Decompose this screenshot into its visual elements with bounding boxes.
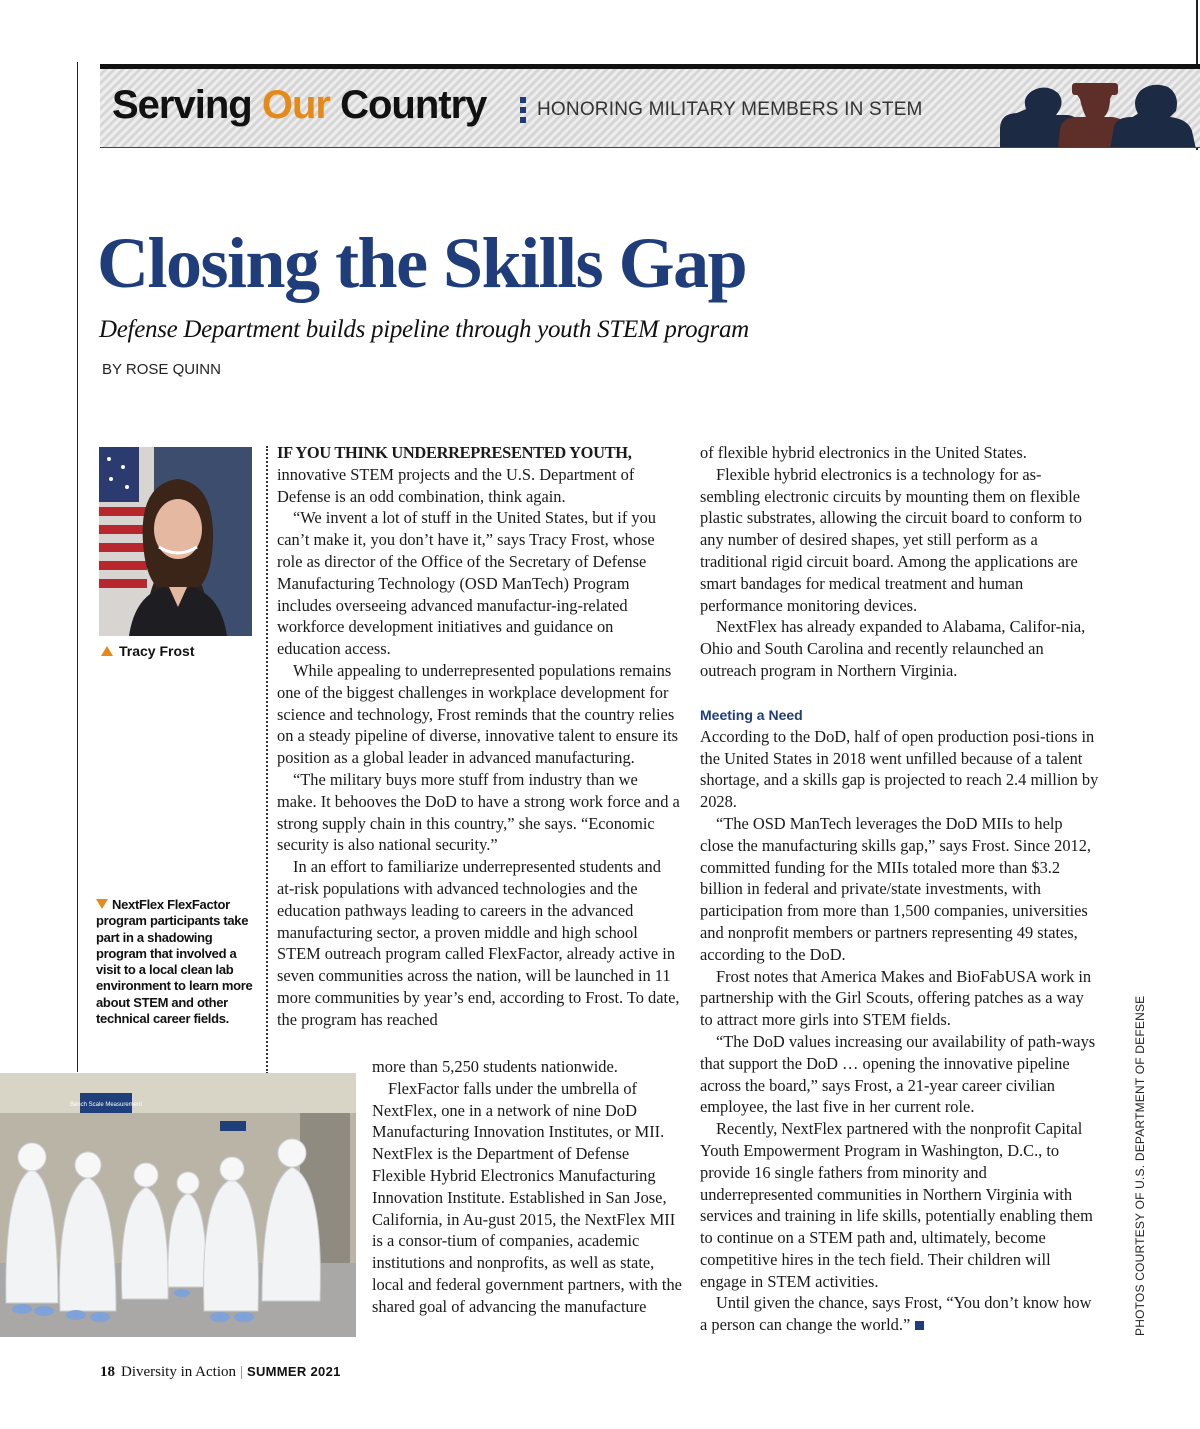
section-banner: [100, 64, 1200, 148]
lab-sign-text: Bench Scale Measurement: [69, 1102, 143, 1108]
paragraph: of flexible hybrid electronics in the United States.: [700, 443, 1027, 462]
lead-in: IF YOU THINK UNDERREPRESENTED YOUTH,: [277, 443, 632, 462]
paragraph: While appealing to underrepresented populations remains one of the biggest challenges in workplace development for science and technology, Frost reminds that the country relies on a steady pipeline of diverse, innovative talent to ensure its position as a global leader in advanced manufacturing.: [277, 660, 679, 768]
paragraph: Recently, NextFlex partnered with the nonprofit Capital Youth Empowerment Program in Washington, D.C., to provide 16 single fathers from minority and underrepresented communities in Northern Virginia with services and training in life skills, potentially enabling them to continue on a STEM path and, ultimately, become competitive hires in the tech field. Their children will engage in STEM activities.: [700, 1119, 1093, 1291]
photo-credit: PHOTOS COURTESY OF U.S. DEPARTMENT OF DEFENSE: [1133, 995, 1147, 1336]
end-mark-icon: [915, 1321, 924, 1330]
paragraph: FlexFactor falls under the umbrella of NextFlex, one in a network of nine DoD Manufacturing Innovation Institutes, or MII. NextFlex is the Department of Defense Flexible Hybrid Electronics Manufacturing Innovation Institute. Established in San Jose, California, in Au-gust 2015, the NextFlex MII is a consor-tium of companies, academic institutions and nonprofits, as well as state, local and federal government partners, with the shared goal of advancing the manufacture: [372, 1078, 682, 1316]
paragraph: [277, 442, 681, 507]
page-number: 18: [100, 1364, 115, 1380]
article-subheadline: Defense Department builds pipeline through youth STEM program: [99, 316, 749, 343]
article-byline: BY ROSE QUINN: [102, 361, 221, 378]
section-heading: Meeting a Need: [700, 706, 803, 723]
footer-divider: |: [240, 1364, 244, 1380]
page-footer: [100, 1364, 341, 1381]
paragraph: “We invent a lot of stuff in the United States, but if you can’t make it, you don’t have it,” says Tracy Frost, whose role as director of the Office of the Secretary of Defense Manufacturing Technology (OSD ManTech) Program includes overseeing advanced manufactur-ing-related workforce development initiatives and guidance on education access.: [277, 508, 657, 659]
paragraph: Frost notes that America Makes and BioFabUSA work in partnership with the Girl Scouts, offering patches as a way to attract more girls into STEM fields.: [700, 966, 1092, 1030]
paragraph: “The DoD values increasing our availability of path-ways that support the DoD … opening the innovative pipeline across the board,” says Frost, a 21-year career civilian employee, the last five in her current role.: [700, 1031, 1096, 1117]
banner-title-accent: Our: [261, 83, 330, 127]
tracy-frost-portrait: [99, 447, 252, 636]
banner-title-part2: Country: [340, 83, 487, 127]
column-dotted-divider: [266, 446, 268, 1074]
paragraph: more than 5,250 students nationwide.: [372, 1057, 618, 1076]
paragraph-text: innovative STEM projects and the U.S. Department of Defense is an odd combination, think again.: [277, 464, 635, 506]
issue-label: SUMMER 2021: [247, 1364, 341, 1379]
caption-pointer-down-icon: [96, 899, 108, 909]
article-headline: Closing the Skills Gap: [97, 223, 747, 303]
article-column-1-wrap: [372, 1056, 682, 1318]
paragraph: NextFlex has already expanded to Alabama, Califor-nia, Ohio and South Carolina and recently relaunched an outreach program in Northern Virginia.: [700, 617, 1086, 680]
caption-pointer-up-icon: [101, 646, 113, 656]
banner-title: [112, 83, 486, 128]
paragraph: Flexible hybrid electronics is a technology for as-sembling electronic circuits by mounting them on flexible plastic substrates, allowing the circuit board to conform to any number of desired shapes, yet still perform as a traditional rigid circuit board. Among the applications are smart bandages for medical treatment and human performance monitoring devices.: [700, 464, 1082, 615]
portrait-caption-text: Tracy Frost: [119, 643, 195, 659]
banner-separator: [520, 97, 526, 125]
group-photo-caption: [96, 897, 262, 1027]
portrait-caption: [101, 643, 194, 659]
lab-sign: [70, 1093, 142, 1113]
paragraph: “The OSD ManTech leverages the DoD MIIs to help close the manufacturing skills gap,” says Frost. Since 2012, committed funding for the MIIs totaled more than $3.2 billion in federal and private/state investments, with participation from more than 1,500 companies, universities and nonprofit members or partners representing 49 states, according to the DoD.: [700, 813, 1092, 964]
cleanroom-group-photo: [0, 1073, 356, 1337]
banner-subtitle: HONORING MILITARY MEMBERS IN STEM: [537, 99, 923, 120]
paragraph: In an effort to familiarize underrepresented students and at-risk populations with advanced technologies and the education pathways leading to careers in the advanced manufacturing sector, a proven middle and high school STEM outreach program called FlexFactor, already active in seven communities across the nation, will be launched in 11 more communities by year’s end, according to Frost. To date, the program has reached: [277, 857, 680, 1029]
saluting-soldiers-silhouette-icon: [900, 69, 1200, 148]
paragraph: [700, 1292, 1100, 1336]
banner-title-part1: Serving: [112, 83, 252, 127]
article-column-2: [700, 442, 1100, 1336]
paragraph: “The military buys more stuff from industry than we make. It behooves the DoD to have a strong work force and a strong supply chain in this country,” she says. “Economic security is also national security.”: [277, 769, 680, 855]
publication-name: Diversity in Action: [121, 1364, 236, 1380]
paragraph: According to the DoD, half of open production posi-tions in the United States in 2018 went unfilled because of a talent shortage, and a skills gap is projected to reach 2.4 million by 2028.: [700, 726, 1099, 812]
group-photo-caption-text: NextFlex FlexFactor program participants take part in a shadowing program that involved a visit to a local clean lab environment to learn more about STEM and other technical career fields.: [96, 897, 253, 1027]
left-column-rule: [77, 62, 78, 1072]
closing-paragraph-text: Until given the chance, says Frost, “You don’t know how a person can change the world.”: [700, 1293, 1092, 1335]
article-column-1: [277, 442, 681, 1031]
